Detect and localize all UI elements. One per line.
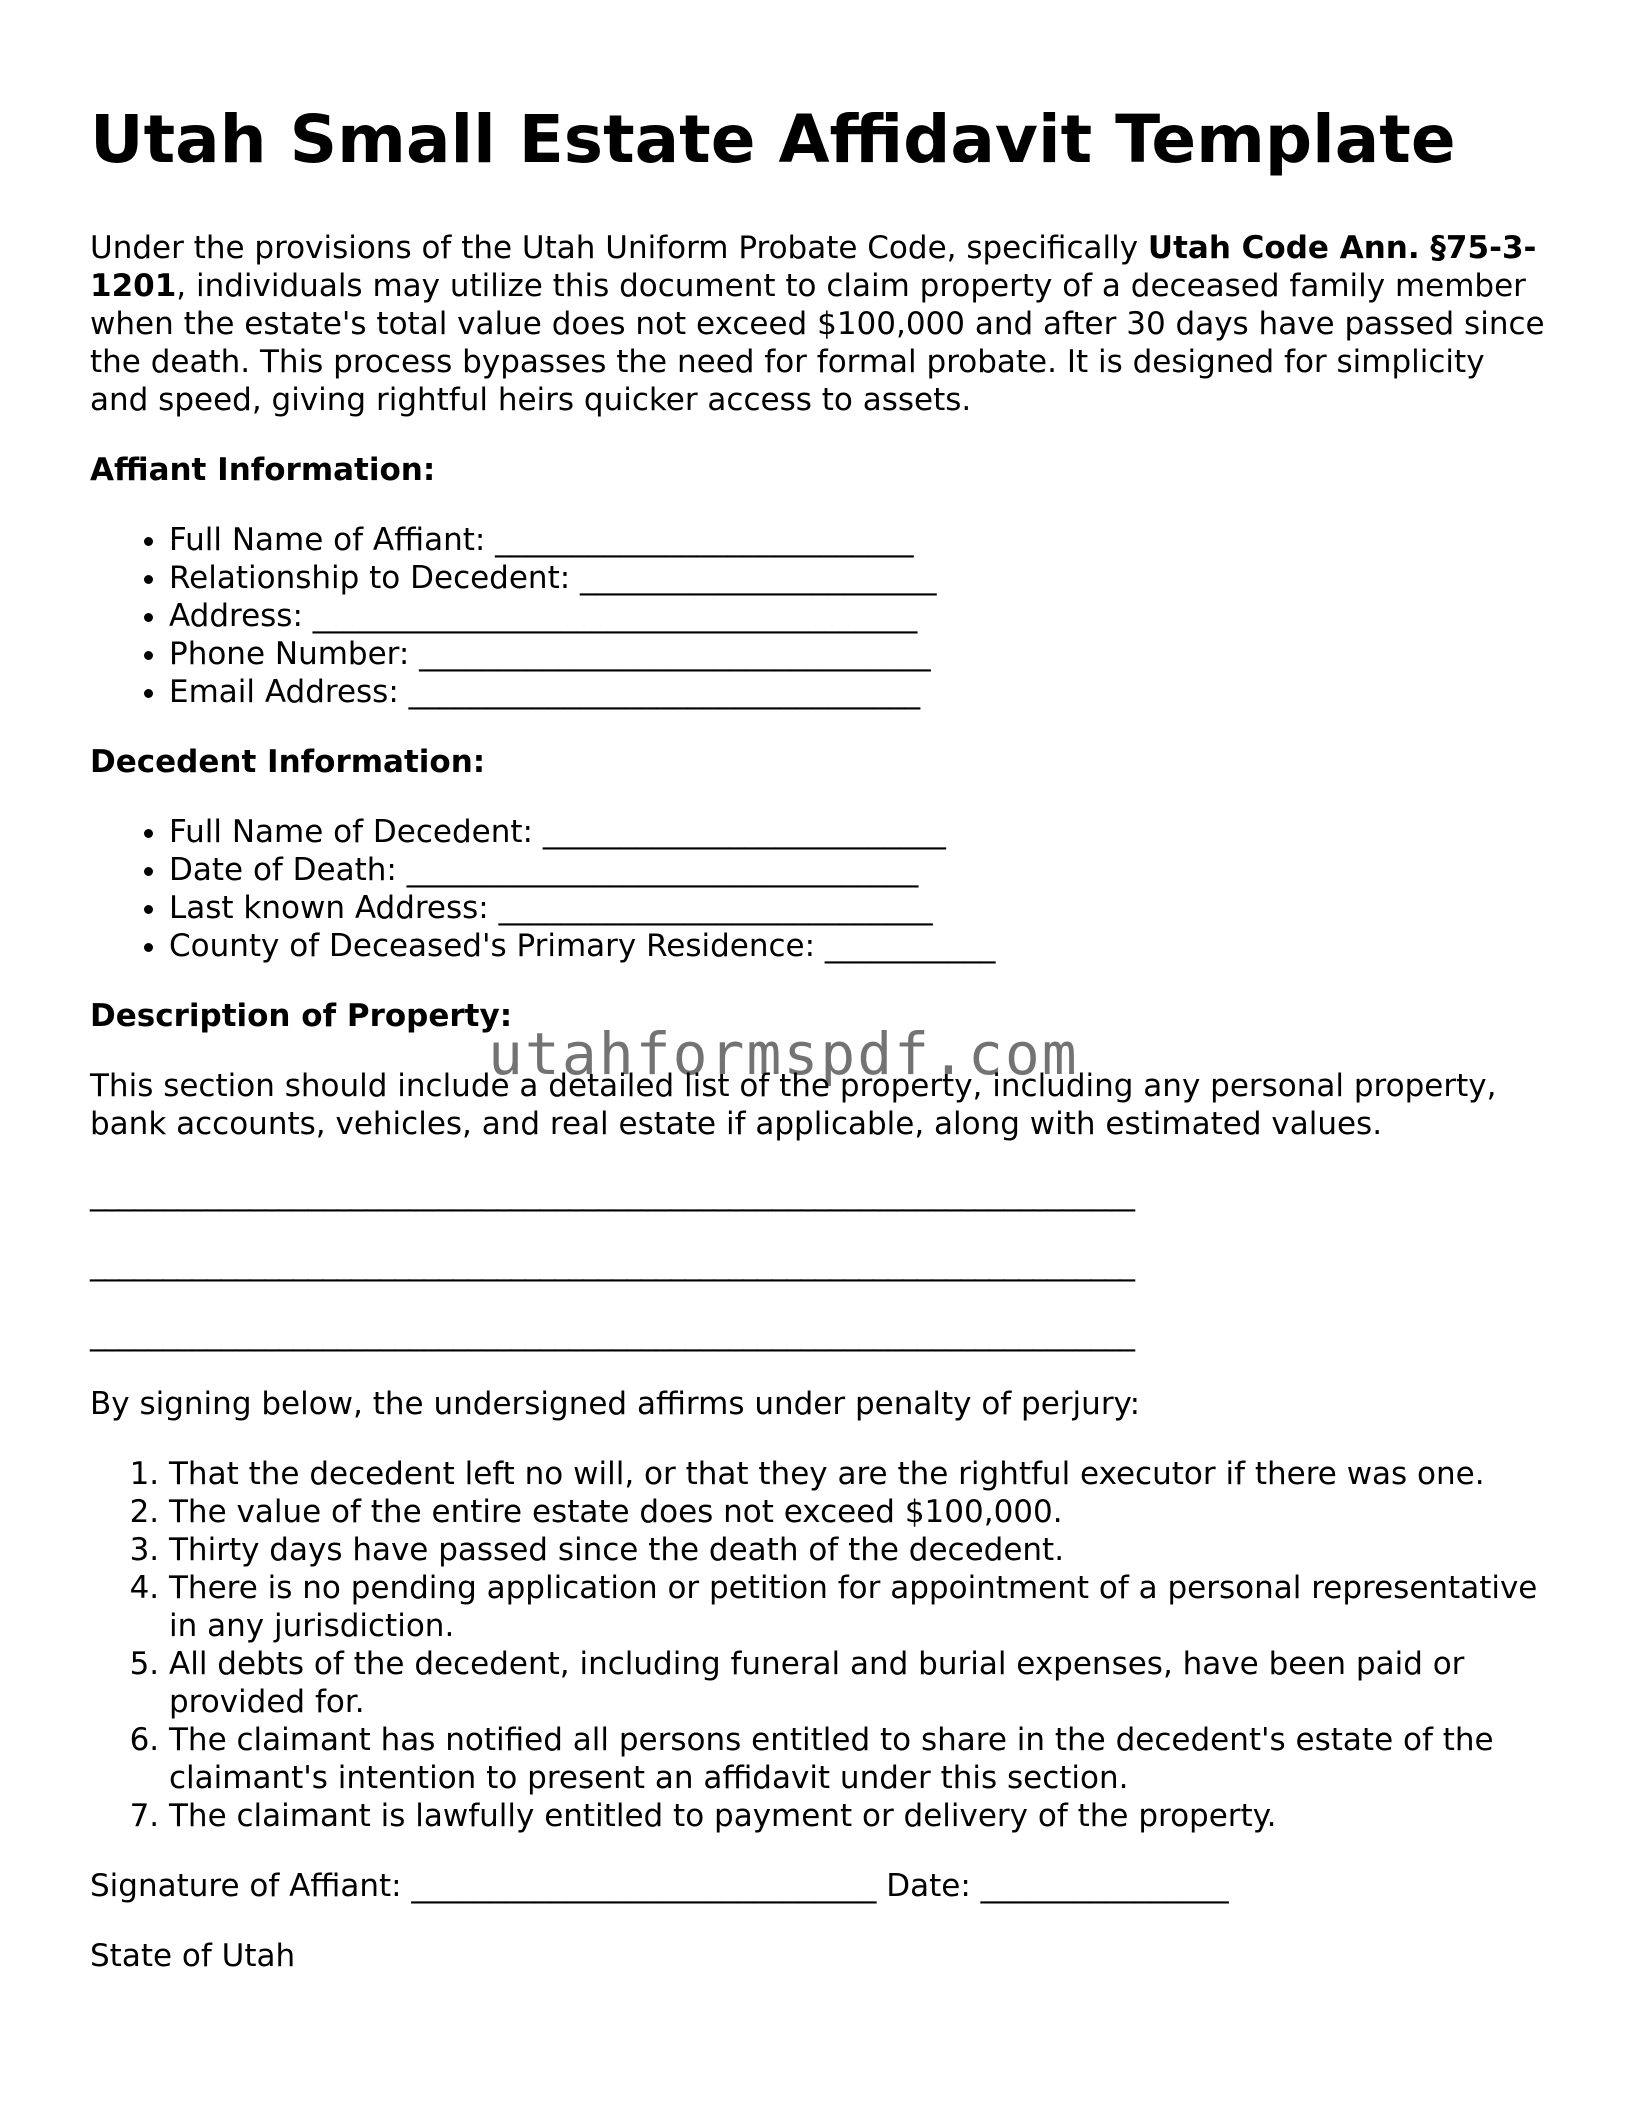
signature-line: Signature of Affiant: ______________________________ Date: ________________ — [90, 1868, 1229, 1905]
decedent-heading: Decedent Information: — [90, 744, 486, 781]
affirmation-item: 1. That the decedent left no will, or that they are the rightful executor if there was one. — [169, 1455, 1550, 1493]
property-blank-line: ________________________________________________________________________ — [90, 1176, 1134, 1213]
document-content — [90, 100, 1550, 1975]
property-description: This section should include a detailed list of the property, including any personal property, bank accounts, vehicles, and real estate if applicable, along with estimated values. — [90, 1068, 1497, 1143]
property-blank-line: ________________________________________________________________________ — [90, 1246, 1134, 1283]
affirmations-list — [90, 1455, 1550, 1835]
affirmation-item: 7. The claimant is lawfully entitled to payment or delivery of the property. — [169, 1797, 1550, 1835]
affirmation-item: 4. There is no pending application or petition for appointment of a personal representative in any jurisdiction. — [169, 1569, 1550, 1645]
affiant-field-address: • Address: _______________________________________ — [169, 597, 1550, 635]
property-heading: Description of Property: — [90, 998, 513, 1035]
property-blank-line: ________________________________________________________________________ — [90, 1316, 1134, 1353]
affirmation-item: 6. The claimant has notified all persons entitled to share in the decedent's estate of the claimant's intention to present an affidavit under this section. — [169, 1721, 1550, 1797]
affirmation-item: 3. Thirty days have passed since the death of the decedent. — [169, 1531, 1550, 1569]
affirm-intro: By signing below, the undersigned affirms under penalty of perjury: — [90, 1386, 1141, 1423]
decedent-fields-list — [90, 813, 1550, 965]
decedent-field-last-address: • Last known Address: ____________________________ — [169, 889, 1550, 927]
affiant-heading: Affiant Information: — [90, 452, 436, 489]
affiant-fields-list — [90, 521, 1550, 711]
affirmation-item: 2. The value of the entire estate does not exceed $100,000. — [169, 1493, 1550, 1531]
intro-text-after: , individuals may utilize this document to claim property of a deceased family member when the estate's total value does not exceed $100,000 and after 30 days have passed since the death. This process bypasses the need for formal probate. It is designed for simplicity and speed, giving rightful heirs quicker access to assets. — [90, 268, 1545, 419]
state-label: State of Utah — [90, 1938, 296, 1975]
intro-code-citation: Utah Code Ann. §75-3-1201 — [90, 230, 1537, 305]
decedent-field-date-of-death: • Date of Death: _________________________________ — [169, 851, 1550, 889]
page-title: Utah Small Estate Affidavit Template — [90, 101, 1456, 178]
decedent-field-county: • County of Deceased's Primary Residence: ___________ — [169, 927, 1550, 965]
affiant-field-email: • Email Address: _________________________________ — [169, 673, 1550, 711]
affiant-field-name: • Full Name of Affiant: ___________________________ — [169, 521, 1550, 559]
intro-paragraph — [90, 229, 1550, 419]
affiant-field-relationship: • Relationship to Decedent: _______________________ — [169, 559, 1550, 597]
affiant-field-phone: • Phone Number: _________________________________ — [169, 635, 1550, 673]
affirmation-item: 5. All debts of the decedent, including funeral and burial expenses, have been paid or provided for. — [169, 1645, 1550, 1721]
intro-text-before: Under the provisions of the Utah Uniform Probate Code, specifically — [90, 230, 1148, 267]
watermark: utahformspdf.com — [488, 1020, 1079, 1088]
decedent-field-name: • Full Name of Decedent: __________________________ — [169, 813, 1550, 851]
